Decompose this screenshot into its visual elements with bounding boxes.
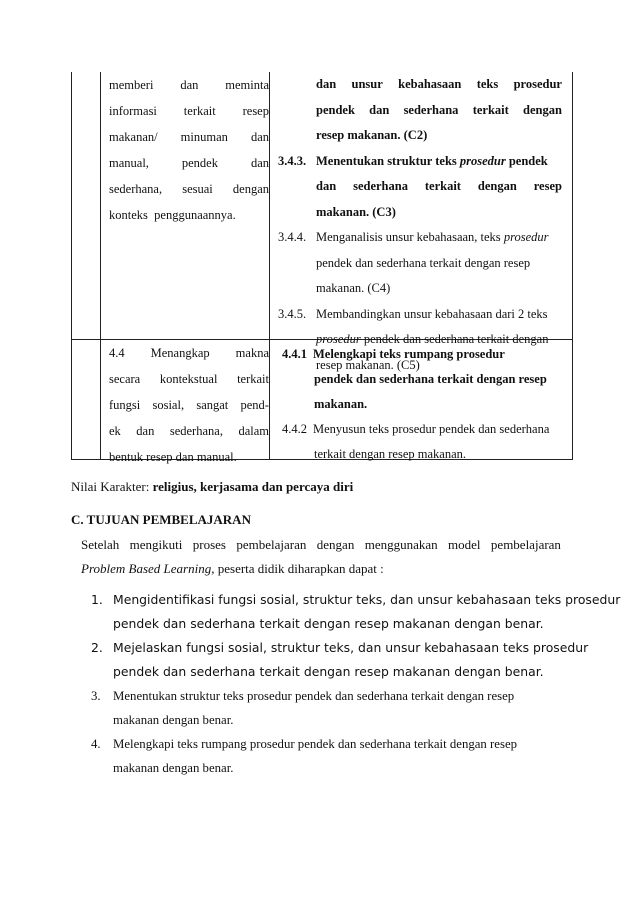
objectives-list-cont [91,684,561,780]
ipk-cell-row2 [282,342,566,467]
kd-line: ek dan sederhana, dalam [109,424,269,438]
ipk-line: dan unsur kebahasaan teks prosedur [316,77,562,91]
ipk-4-4-2: 4.4.2 Menyusun teks prosedur pendek dan sederhana [282,422,550,436]
list-item: 4. Melengkapi teks rumpang prosedur pendek dan sederhana terkait dengan resep [91,737,518,751]
kd-line: sederhana, sesuai dengan [109,182,269,196]
ipk-line: makanan. [314,397,368,411]
section-intro [81,533,561,581]
list-item-cont: pendek dan sederhana terkait dengan resep makanan dengan benar. [113,664,544,679]
ipk-line: pendek dan sederhana terkait dengan resep [316,255,531,270]
ipk-3-4-4: 3.4.4. Menganalisis unsur kebahasaan, teks prosedur [278,230,549,244]
kd-line: manual, pendek dan [109,156,269,170]
ipk-3-4-3: 3.4.3. Menentukan struktur teks prosedur pendek [278,153,548,168]
kd-line: memberi dan meminta [109,78,269,92]
ipk-line: resep makanan. (C5) [316,357,420,372]
kd-cell-row1 [109,72,269,228]
kd-line: fungsi sosial, sangat pend- [109,398,269,412]
list-item-cont: makanan dengan benar. [113,713,234,727]
intro-line: Problem Based Learning, peserta didik diharapkan dapat : [81,561,384,576]
ipk-line: prosedur pendek dan sederhana terkait dengan [316,332,549,346]
kd-line: makanan/ minuman dan [109,130,269,144]
kd-line: 4.4 Menangkap makna [109,346,269,360]
ipk-line: dan sederhana terkait dengan resep [316,179,562,193]
list-item-cont: pendek dan sederhana terkait dengan resep makanan dengan benar. [113,616,544,631]
nilai-karakter: Nilai Karakter: religius, kerjasama dan percaya diri [71,479,354,494]
ipk-cell-row1 [278,72,562,378]
list-item: 3. Menentukan struktur teks prosedur pendek dan sederhana terkait dengan resep [91,689,515,703]
objectives-list [91,588,621,684]
indicator-table [71,72,573,464]
ipk-line: resep makanan. (C2) [316,128,428,142]
table-divider [100,72,101,459]
kd-line: konteks penggunaannya. [109,208,236,222]
table-divider [269,72,270,459]
section-heading: C. TUJUAN PEMBELAJARAN [71,512,251,527]
ipk-line: pendek dan sederhana terkait dengan resep [314,372,547,386]
kd-line: informasi terkait resep [109,104,269,118]
list-item-cont: makanan dengan benar. [113,761,234,775]
ipk-4-4-1: 4.4.1 Melengkapi teks rumpang prosedur [282,347,505,361]
kd-line: secara kontekstual terkait [109,372,269,386]
ipk-line: makanan. (C4) [316,281,391,295]
intro-line: Setelah mengikuti proses pembelajaran dengan menggunakan model pembelajaran [81,537,561,552]
list-item: 1. Mengidentifikasi fungsi sosial, struktur teks, dan unsur kebahasaan teks prosedur [91,592,621,607]
list-item: 2. Mejelaskan fungsi sosial, struktur teks, dan unsur kebahasaan teks prosedur [91,640,589,655]
ipk-line: makanan. (C3) [316,204,396,219]
ipk-line: pendek dan sederhana terkait dengan [316,102,562,117]
kd-cell-row2 [109,340,269,470]
ipk-3-4-5: 3.4.5. Membandingkan unsur kebahasaan dari 2 teks [278,306,548,321]
kd-line: bentuk resep dan manual. [109,450,237,464]
ipk-line: terkait dengan resep makanan. [314,447,467,461]
